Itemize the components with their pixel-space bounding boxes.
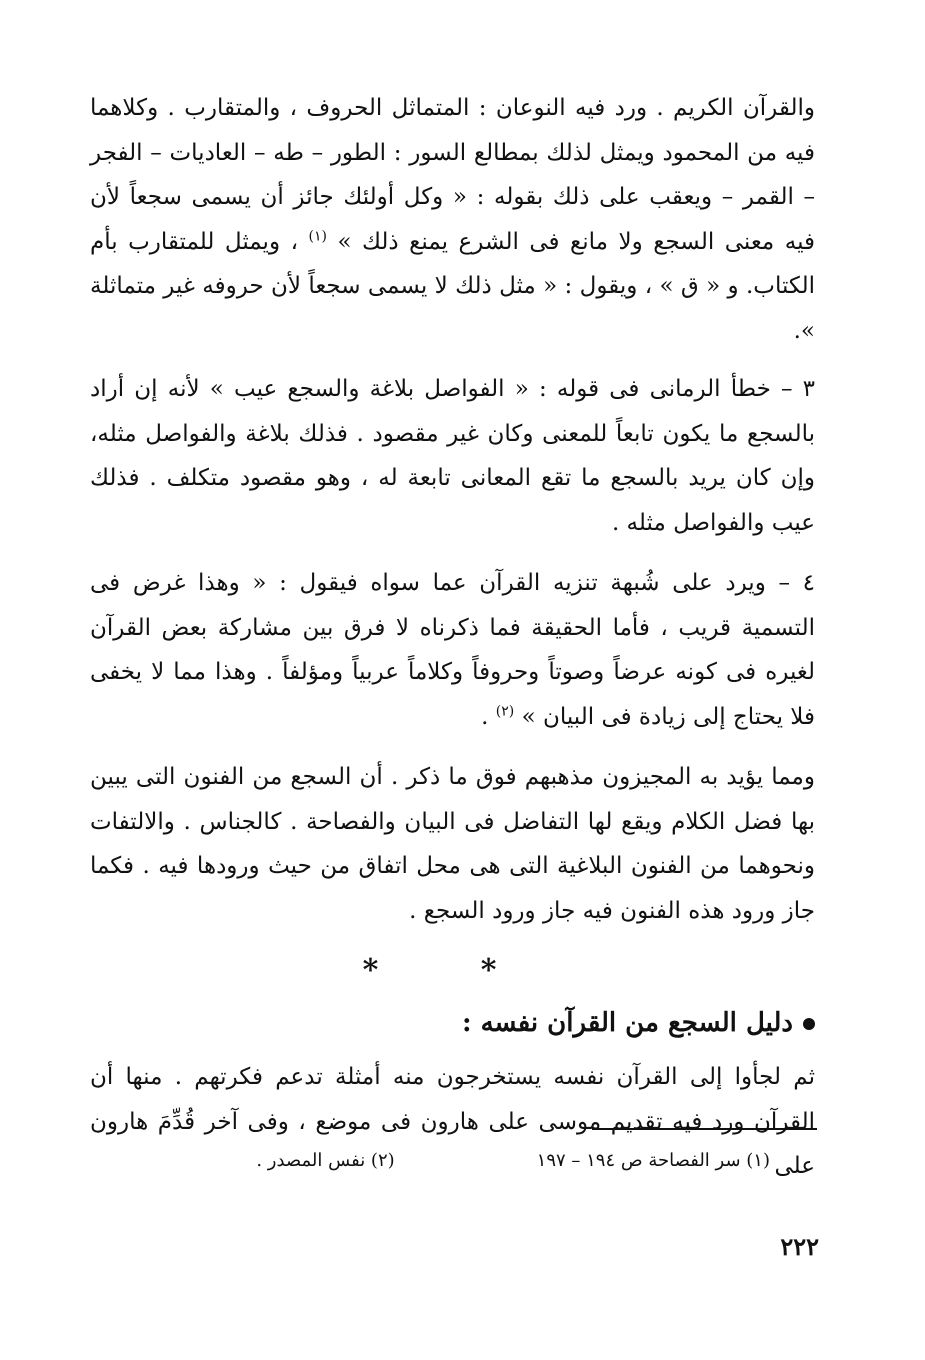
footnote-ref-2: (٢) <box>495 702 515 719</box>
paragraph-2: ٣ – خطأ الرمانى فى قوله : « الفواصل بلاغة والسجع عيب » لأنه إن أراد بالسجع ما يكون تابعاً للمعنى وكان غير مقصود . فذلك بلاغة والفواصل مثله، وإن كان يريد بالسجع ما تقع المعانى تابعة له ، وهو مقصود متكلف . فذلك عيب والفواصل مثله . <box>90 376 815 536</box>
page-body <box>90 86 815 1205</box>
paragraph-1-text: والقرآن الكريم . ورد فيه النوعان : المتماثل الحروف ، والمتقارب . وكلاهما فيه من المحمود ويمثل لذلك بمطالع السور : الطور – طه – العاديات – الفجر – القمر – ويعقب على ذلك بقوله : « وكل أولئك جائز أن يسمى سجعاً لأن فيه معنى السجع ولا مانع فى الشرع يمنع ذلك » <box>90 95 816 255</box>
section-heading-text: دليل السجع من القرآن نفسه : <box>461 1008 793 1038</box>
footnote-ref-1: (١) <box>308 227 327 244</box>
paragraph-1-tail: ، ويمثل للمتقارب بأم الكتاب. و « ق » ، ويقول : « مثل ذلك لا يسمى سجعاً لأن حروفه غير متماثلة ». <box>90 228 815 344</box>
footnote-separator <box>592 1128 817 1130</box>
paragraph-3-tail: . <box>481 703 489 730</box>
paragraph-5: ثم لجأوا إلى القرآن نفسه يستخرجون منه أمثلة تدعم فكرتهم . منها أن القرآن ورد فيه تقديم موسى على هارون فى موضع ، وفى آخر قُدِّمَ هارون على <box>90 1064 815 1179</box>
paragraph-3-text: ٤ – ويرد على شُبهة تنزيه القرآن عما سواه فيقول : « وهذا غرض فى التسمية قريب ، فأما الحقيقة فما ذكرناه لا فرق بين مشاركة بعض القرآن لغيره فى كونه عرضاً وصوتاً وحروفاً وكلاماً عربياً ومؤلفاً . وهذا مما لا يخفى فلا يحتاج إلى زيادة فى البيان » <box>90 570 815 730</box>
section-heading <box>90 999 815 1047</box>
paragraph-3 <box>90 561 815 739</box>
section-divider-stars: * * <box>362 953 543 988</box>
footnotes <box>90 1150 770 1171</box>
footnote-1: (١) سر الفصاحة ص ١٩٤ – ١٩٧ <box>536 1150 770 1171</box>
paragraph-4: ومما يؤيد به المجيزون مذهبهم فوق ما ذكر . أن السجع من الفنون التى يبين بها فضل الكلام ويقع لها التفاضل فى البيان والفصاحة . كالجناس . والالتفات ونحوهما من الفنون البلاغية التى هى محل اتفاق من حيث ورودها فيه . فكما جاز ورود هذه الفنون فيه جاز ورود السجع . <box>90 764 815 924</box>
bullet-icon <box>803 1018 815 1030</box>
footnote-2: (٢) نفس المصدر . <box>256 1150 395 1171</box>
paragraph-1 <box>90 86 815 353</box>
page-number: ٢٢٢ <box>780 1232 819 1261</box>
